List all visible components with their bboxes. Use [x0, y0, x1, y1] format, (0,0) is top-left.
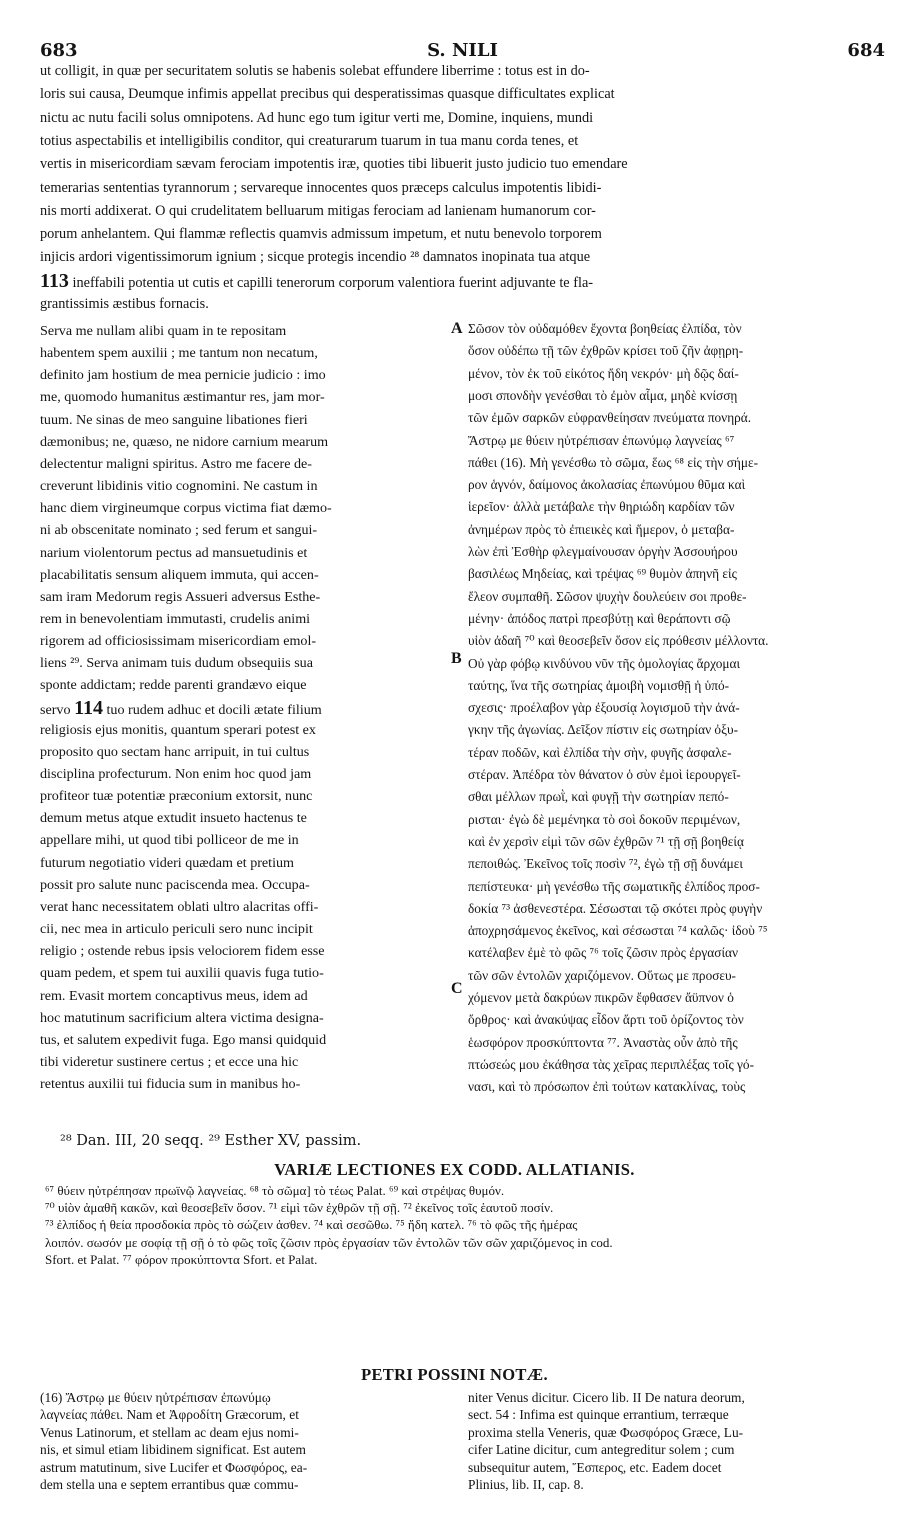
text-line: placabilitatis sensum aliquem immuta, qui accen-: [40, 566, 319, 583]
notes-title: PETRI POSSINI NOTÆ.: [361, 1365, 548, 1384]
text-line: κατέλαβεν ἐμὲ τὸ φῶς ⁷⁶ τοῖς ζῶσιν πρὸς ἐργασίαν: [468, 945, 738, 961]
text-line: nictu ac nutu facili solus omnipotens. Ad hunc ego tum igitur verti me, Domine, inquiens, mundi: [40, 109, 594, 126]
text-line: servo 114 tuo rudem adhuc et docili ætate filium: [40, 696, 322, 719]
text-line: τέραν ποδῶν, καὶ ἐλπίδα τὴν σὴν, φυγῆς ἀσφαλε-: [468, 744, 732, 760]
text-line: porum anhelantem. Qui flammæ reflectis quamvis admissum impetum, et nutu benevolo torporem: [40, 226, 602, 243]
left-column-number: 683: [40, 40, 78, 61]
text-line: (16) Ἄστρῳ με θύειν ηὐτρέπισαν ἐπωνύμῳ: [40, 1390, 271, 1405]
text-line: me, quomodo humanitus æstimantur res, jam mor-: [40, 389, 325, 406]
text-line: creverunt libidinis vitio cognomini. Ne castum in: [40, 478, 318, 495]
text-line: proxima stella Veneris, quæ Φωσφόρος Græce, Lu-: [468, 1424, 744, 1440]
text-line: cifer Latine dicitur, cum antegreditur solem ; cum: [468, 1442, 735, 1458]
text-line: disciplina profecturum. Non enim hoc quod jam: [40, 766, 312, 782]
margin-marker-a: A: [451, 320, 463, 337]
text-line: μένον, τὸν ἐκ τοῦ εἰκότος ἤδη νεκρόν· μὴ δῷς δαί-: [468, 365, 739, 381]
text-line: hanc diem virgineumque corpus victima fiat dæmo-: [40, 500, 332, 517]
text-line: demum metus atque extudit insueto hactenus te: [40, 810, 307, 827]
text-line: dem stella una e septem errantibus quæ commu-: [40, 1477, 299, 1492]
text-line: narium violentorum pectus ad mansuetudinis et: [40, 544, 308, 561]
text-line: delectentur maligni spiritus. Astro me facere de-: [40, 455, 312, 472]
footnote: ²⁸ Dan. III, 20 seqq. ²⁹ Esther XV, passim.: [60, 1133, 362, 1149]
text-line: μένην· ἀπόδος πατρὶ πρεσβύτῃ καὶ θεράποντι σῷ: [468, 610, 731, 626]
text-line: ἀποχρησάμενος ἐκεῖνος, καὶ σέσωσται ⁷⁴ καλῶς· ἰδοὺ ⁷⁵: [468, 923, 768, 939]
text-line: appellare mihi, ut quod tibi polliceor de me in: [40, 832, 299, 849]
text-line: μοσι σπονδὴν γενέσθαι τὸ ἐμὸν αἷμα, μηδὲ κνίσσῃ: [468, 387, 738, 403]
text-line: λαγνείας πάθει. Nam et Ἀφροδίτη Græcorum, et: [40, 1407, 299, 1423]
margin-marker-c: C: [451, 980, 463, 997]
right-column-number: 684: [847, 40, 885, 61]
text-line: πτώσεώς μου ἐκάθησα τὰς χεῖρας περιπλέξας τοῖς γό-: [468, 1056, 755, 1072]
text-line: vertis in misericordiam sævam ferociam impotentis iræ, quoties tibi libuerit justo judicio tuo emendare: [40, 156, 628, 173]
text-line: verat hanc necessitatem oblati ultro alacritas offi-: [40, 898, 319, 915]
text-line: profiteor tuæ potentiæ præconium extorsit, nunc: [40, 788, 313, 805]
text-line: ρισται· ἐγὼ δὲ μεμένηκα τὸ σοὶ δοκοῦν περιμένων,: [468, 811, 741, 827]
text-line: rem in benevolentiam immutasti, crudelis animi: [40, 610, 311, 627]
text-line: tus, et salutem expedivit fuga. Ego mansi quidquid: [40, 1031, 327, 1048]
text-line: σχεσις· προέλαβον γὰρ ἐξουσίᾳ λογισμοῦ τὴν ἀνά-: [468, 700, 740, 716]
text-line: χόμενον μετὰ δακρύων πικρῶν ἔφθασεν ἄϋπνον ὁ: [468, 990, 734, 1005]
text-line: futurum negotiatio videri quædam et pretium: [40, 854, 295, 871]
text-line: τῶν ἐμῶν σαρκῶν εὐφρανθείησαν πνεύματα πονηρά.: [468, 410, 752, 426]
text-line: nis morti addixerat. O qui crudelitatem belluarum mitigas ferociam ad lanienam humanorum cor-: [40, 202, 596, 219]
text-line: νασι, καὶ τὸ πρόσωπον ἐπὶ τούτων κατακλίνας, τοὺς: [468, 1079, 746, 1095]
text-line: rem. Evasit mortem concaptivus meus, idem ad: [40, 987, 308, 1004]
text-line: Venus Latinorum, et stellam ac deam ejus nomi-: [40, 1424, 299, 1440]
text-line: ὅσον οὐδέπω τῇ τῶν ἐχθρῶν κρίσει τοῦ ζῆν ἀφῃρη-: [468, 343, 744, 359]
text-line: ἱερεῖον· ἀλλὰ μετάβαλε τὴν θηριώδη καρδίαν τῶν: [468, 499, 735, 515]
text-line: proposito quo sectam hanc arripuit, in tui cultus: [40, 743, 310, 760]
text-line: ὄρθρος· καὶ ἀνακύψας εἶδον ἄρτι τοῦ ὁρίζοντος τὸν: [468, 1012, 744, 1028]
text-line: λοιπόν. σωσόν με σοφίᾳ τῇ σῇ ὁ τὸ φῶς τοῖς ζῶσιν πρὸς ἐργασίαν τῶν ἐντολῶν τῶν σῶν χαριζόμενος in cod.: [45, 1234, 613, 1250]
text-line: loris sui causa, Deumque infimis appellat precibus qui desperatissimas quasque difficultates explicat: [40, 86, 615, 103]
text-line: ni ab obscenitate nominato ; sed ferum et sangui-: [40, 522, 318, 539]
running-title: S. NILI: [427, 40, 498, 61]
text-line: πεπίστευκα· μὴ γενέσθω τῆς σωματικῆς ἐλπίδος προσ-: [468, 878, 760, 894]
text-line: Ἄστρῳ με θύειν ηὐτρέπισαν ἐπωνύμῳ λαγνείας ⁶⁷: [468, 432, 735, 448]
text-line: ⁶⁷ θύειν ηὐτρέπησαν πρωϊνῷ λαγνείας. ⁶⁸ τὸ σῶμα] τὸ τέως Palat. ⁶⁹ καὶ στρέψας θυμόν.: [45, 1183, 505, 1198]
text-line: στέραν. Ἀπέδρα τὸν θάνατον ὁ σὺν ἐμοὶ ἱερουργεῖ-: [468, 767, 741, 782]
text-line: πάθει (16). Μὴ γενέσθω τὸ σῶμα, ἕως ⁶⁸ εἰς τὴν σήμε-: [468, 454, 759, 470]
variae-lectiones-title: VARIÆ LECTIONES EX CODD. ALLATIANIS.: [274, 1160, 635, 1179]
text-line: dæmonibus; ne, quæso, ne nidore carnium mearum: [40, 433, 329, 450]
text-line: retentus auxilii tui fiducia sum in manibus ho-: [40, 1076, 301, 1093]
margin-marker-b: B: [451, 650, 462, 667]
text-line: nis, et simul etiam libidinem significat. Est autem: [40, 1442, 306, 1458]
text-line: ut colligit, in quæ per securitatem solutis se habenis solebat effundere liberrime : totus est in do-: [40, 63, 590, 79]
text-line: sponte addictam; redde parenti grandævo eique: [40, 677, 307, 694]
text-line: ⁷³ ἐλπίδος ἡ θεία προσδοκία πρὸς τὸ σώζειν ἀσθεν. ⁷⁴ καὶ σεσῶθω. ⁷⁵ ἤδη κατελ. ⁷⁶ τὸ φῶς τῆς ἡμέρας: [45, 1217, 578, 1233]
text-line: sam iram Medorum regis Assueri adversus Esthe-: [40, 588, 321, 605]
text-line: subsequitur autem, Ἕσπερος, etc. Eadem docet: [468, 1459, 722, 1475]
text-line: δοκία ⁷³ ἀσθενεστέρα. Σέσωσται τῷ σκότει πρὸς φυγὴν: [468, 900, 763, 916]
text-line: 113 ineffabili potentia ut cutis et capilli tenerorum corporum valentiora fuerint adjuvante te fla-: [40, 271, 594, 290]
text-line: temerarias sententias tyrannorum ; servareque innocentes quos præceps calculus impotentis libidi-: [40, 179, 602, 196]
text-line: tuum. Ne sinas de meo sanguine libationes fieri: [40, 411, 308, 428]
text-line: grantissimis æstibus fornacis.: [40, 296, 209, 312]
text-line: religio ; ostende rebus ipsis velociorem fidem esse: [40, 943, 325, 960]
text-line: astrum matutinum, sive Lucifer et Φωσφόρος, ea-: [40, 1459, 308, 1475]
text-line: cii, nec mea in articulo periculi sero nunc incipit: [40, 921, 313, 938]
text-line: τῶν σῶν ἐντολῶν χαριζόμενον. Οὕτως με προσευ-: [468, 967, 736, 983]
text-line: καὶ ἐν χερσὶν εἰμὶ τῶν σῶν ἐχθρῶν ⁷¹ τῇ σῇ βοηθείᾳ: [468, 833, 744, 849]
text-line: ταύτης, ἵνα τῆς σωτηρίας ἀμοιβὴ νομισθῇ ἡ ὑπό-: [468, 677, 730, 693]
text-line: rigorem ad officiosissimam misericordiam emol-: [40, 633, 317, 650]
text-line: totius aspectabilis et intelligibilis conditor, qui creaturarum tuarum in tua manu corda tenes, et: [40, 132, 579, 149]
text-line: βασιλέως Μηδείας, καὶ τρέψας ⁶⁹ θυμὸν ἀπηνῆ εἰς: [468, 566, 737, 582]
text-line: quam pedem, et spem tui auxilii quavis fuga tutio-: [40, 965, 324, 982]
text-line: υἱὸν ἀδαῆ ⁷⁰ καὶ θεοσεβεῖν ὅσον εἰς πρόθεσιν μέλλοντα.: [468, 633, 769, 649]
inline-column-number: 113: [40, 271, 69, 290]
text-line: γκην τῆς ἀγωνίας. Δεῖξον πίστιν εἰς σωτηρίαν ὀξυ-: [468, 722, 739, 738]
text-line: Sfort. et Palat. ⁷⁷ φόρον προκύπτοντα Sfort. et Palat.: [45, 1251, 318, 1267]
text-line: habentem spem auxilii ; me tantum non necatum,: [40, 345, 318, 362]
text-line: liens ²⁹. Serva animam tuis dudum obsequiis sua: [40, 655, 313, 672]
text-line: ἑωσφόρον προσκύπτοντα ⁷⁷. Ἀναστὰς οὖν ἀπὸ τῆς: [468, 1034, 738, 1050]
text-line: Οὐ γὰρ φόβῳ κινδύνου νῦν τῆς ὁμολογίας ἄρχομαι: [468, 655, 741, 671]
text-line: λὼν ἐπὶ Ἐσθὴρ φλεγμαίνουσαν ὀργὴν Ἀσσουήρου: [468, 544, 738, 559]
text-line: sect. 54 : Infima est quinque errantium, terræque: [468, 1407, 729, 1423]
text-line: tibi videretur sustinere certus ; et ecce una hic: [40, 1053, 299, 1070]
text-line: Plinius, lib. II, cap. 8.: [468, 1477, 584, 1492]
text-line: ⁷⁰ υἱὸν ἀμαθῆ κακῶν, καὶ θεοσεβεῖν ὅσον. ⁷¹ εἰμὶ τῶν ἐχθρῶν τῇ σῇ. ⁷² ἐκεῖνος τοῖς ἑαυτοῦ ποσίν.: [45, 1200, 554, 1216]
text-line: religiosis ejus monitis, quantum sperari potest ex: [40, 721, 316, 738]
text-line: πεποιθώς. Ἐκεῖνος τοῖς ποσὶν ⁷², ἐγὼ τῇ σῇ δυνάμει: [468, 856, 743, 872]
page-header: [40, 40, 885, 62]
text-line: ρον ἁγνόν, δαίμονος ἀκολασίας ἐπωνύμου θῦμα καὶ: [468, 477, 746, 493]
text-line: possit pro salute nunc paciscenda mea. Occupa-: [40, 876, 310, 893]
text-line: Serva me nullam alibi quam in te repositam: [40, 323, 287, 339]
text-line: definito jam hostium de mea pernicie judicio : imo: [40, 367, 326, 384]
text-line: hoc matutinum sacrificium altera victima designa-: [40, 1009, 324, 1026]
inline-column-number: 114: [74, 696, 103, 719]
text-line: injicis ardori vigentissimorum ignium ; sicque protegis incendio ²⁸ damnatos inopinata tua atque: [40, 249, 591, 266]
text-line: ἀνημέρων πρὸς τὸ ἐπιεικὲς καὶ ἥμερον, ὁ μεταβα-: [468, 521, 735, 537]
text-line: niter Venus dicitur. Cicero lib. II De natura deorum,: [468, 1390, 745, 1405]
text-line: σθαι μέλλων πρωῒ, καὶ φυγῇ τὴν σωτηρίαν πεπό-: [468, 789, 729, 805]
text-line: Σῶσον τὸν οὐδαμόθεν ἔχοντα βοηθείας ἐλπίδα, τὸν: [468, 321, 742, 336]
text-line: ἔλεον συμπαθῆ. Σῶσον ψυχὴν δουλεύειν σοι προθε-: [468, 588, 747, 604]
